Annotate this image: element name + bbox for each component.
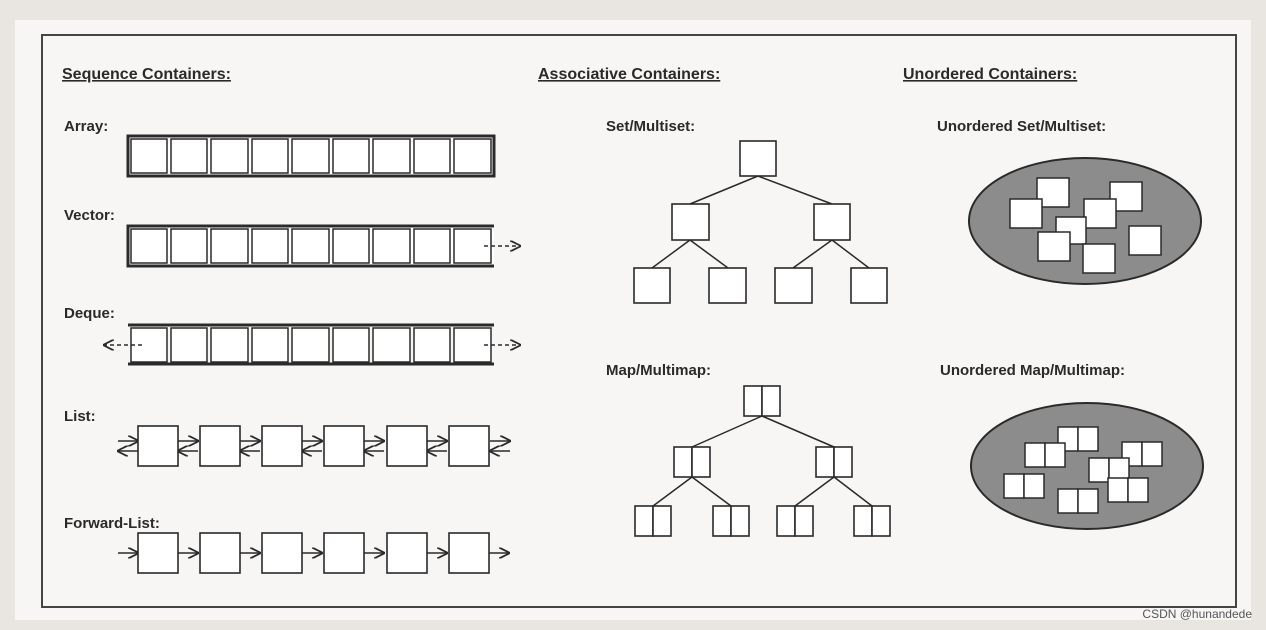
array-diagram (128, 136, 494, 176)
heading-unordered-containers: Unordered Containers: (903, 66, 1078, 83)
label-map-multimap: Map/Multimap: (606, 362, 711, 379)
label-list: List: (64, 408, 96, 425)
unordered-set-diagram (969, 158, 1201, 284)
label-unordered-set-multiset: Unordered Set/Multiset: (937, 118, 1107, 135)
forward-list-diagram (118, 533, 509, 573)
label-unordered-map-multimap: Unordered Map/Multimap: (940, 362, 1126, 379)
vector-diagram (128, 226, 520, 266)
unordered-map-diagram (971, 403, 1203, 529)
label-set-multiset: Set/Multiset: (606, 118, 696, 135)
heading-associative-containers: Associative Containers: (538, 66, 721, 83)
list-diagram (118, 426, 510, 466)
map-tree-diagram (635, 386, 890, 536)
deque-diagram (104, 325, 520, 364)
set-tree-diagram (634, 141, 887, 303)
label-forward-list: Forward-List: (64, 515, 160, 532)
watermark-text: CSDN @hunandede (1142, 607, 1252, 621)
heading-sequence-containers: Sequence Containers: (62, 66, 231, 83)
label-array: Array: (64, 118, 109, 135)
label-vector: Vector: (64, 207, 115, 224)
label-deque: Deque: (64, 305, 115, 322)
